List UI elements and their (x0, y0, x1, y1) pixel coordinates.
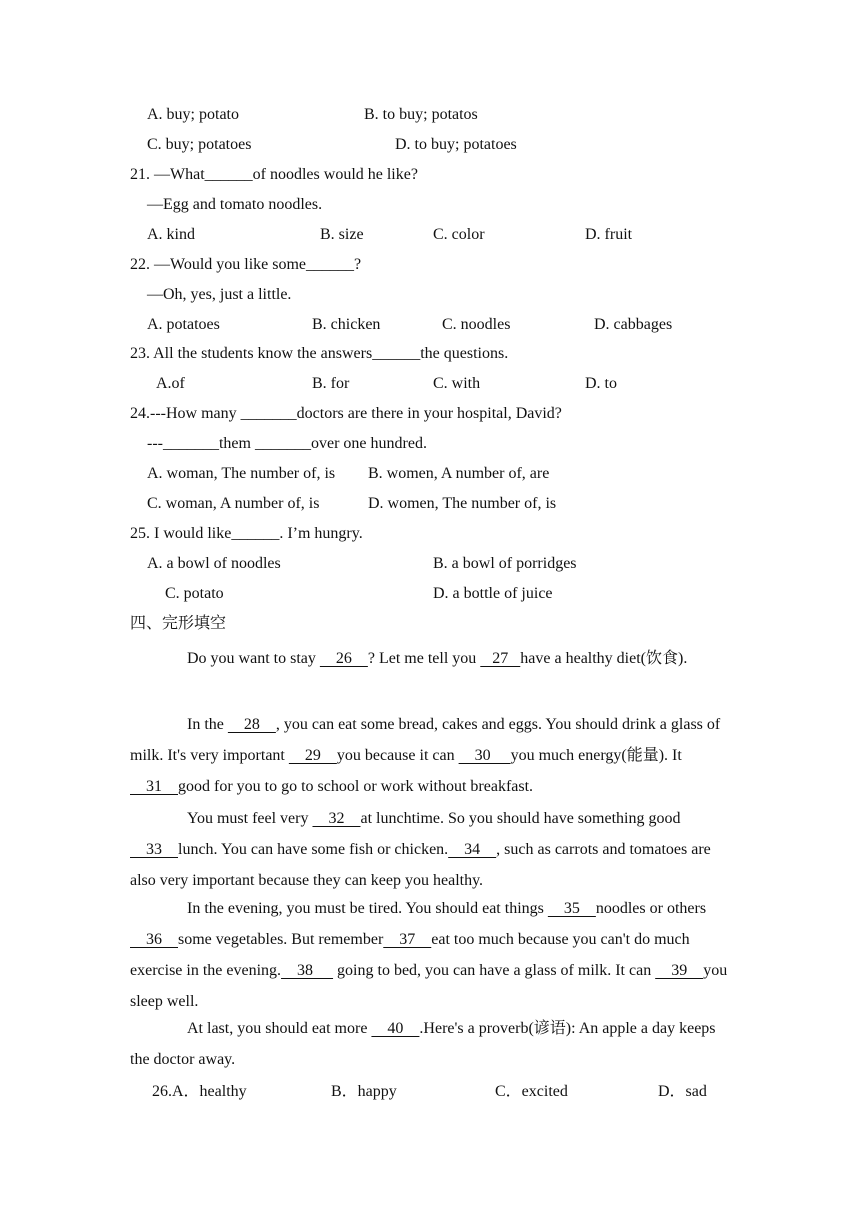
q21-stem (130, 165, 418, 185)
q24-option-a: A. woman, The number of, is (147, 465, 336, 482)
q23-option-b: B. for (312, 375, 350, 392)
q21-stem-pre: 21. —What (130, 166, 205, 183)
passage-paragraph-1 (130, 643, 730, 674)
p4-text-2: noodles or others (595, 900, 707, 917)
p4-text-1: In the evening, you must be tired. You should eat things (187, 900, 548, 917)
p4-text-5: going to bed, you can have a glass of milk. It can (333, 962, 656, 979)
passage-paragraph-5 (130, 1013, 730, 1075)
blank-38: 38 (281, 962, 334, 979)
q23-stem (130, 344, 508, 364)
q23-blank: ______ (372, 345, 421, 362)
q23-option-d: D. to (585, 375, 617, 392)
q24-reply-blank-2: _______ (254, 435, 311, 452)
blank-27: 27 (480, 650, 521, 667)
q21-reply: —Egg and tomato noodles. (147, 196, 323, 213)
q22-option-a: A. potatoes (147, 316, 220, 333)
p4-text-6: you sleep well. (130, 962, 728, 1010)
q25-option-d: D. a bottle of juice (433, 585, 553, 602)
q21-option-d: D. fruit (585, 226, 633, 243)
p2-text-5: good for you to go to school or work without breakfast. (178, 778, 534, 795)
p3-text-3: lunch. You can have some fish or chicken. (178, 841, 449, 858)
q22-reply: —Oh, yes, just a little. (147, 286, 292, 303)
q24-stem-post: doctors are there in your hospital, David? (296, 405, 562, 422)
p2-text-3: you because it can (336, 747, 459, 764)
blank-30: 30 (458, 747, 511, 764)
q25-option-c: C. potato (165, 585, 224, 602)
blank-36: 36 (130, 931, 178, 948)
p3-text-4: , such as carrots and tomatoes are also very important because they can keep you healthy. (130, 841, 711, 889)
q21-option-c: C. color (433, 226, 485, 243)
q26-option-b: B．happy (331, 1083, 397, 1100)
q23-option-a: A.of (156, 375, 185, 392)
q21-option-b: B. size (320, 226, 364, 243)
q22-option-d: D. cabbages (594, 316, 673, 333)
q22-stem (130, 255, 361, 275)
p2-text-2: , you can eat some bread, cakes and eggs. You should drink a glass of milk. It's very important (130, 716, 721, 764)
q23-option-c: C. with (433, 375, 481, 392)
blank-29: 29 (288, 747, 337, 764)
q21-blank: ______ (204, 166, 253, 183)
q22-option-b: B. chicken (312, 316, 381, 333)
q22-stem-pre: 22. —Would you like some (130, 256, 307, 273)
q24-reply (147, 434, 427, 454)
q24-option-b: B. women, A number of, are (368, 465, 550, 482)
p5-text-2: .Here's a proverb(谚语): An apple a day keeps the doctor away. (130, 1020, 716, 1068)
p5-text-1: At last, you should eat more (187, 1020, 372, 1037)
blank-37: 37 (383, 931, 432, 948)
q24-reply-pre: --- (147, 435, 163, 452)
p4-text-3: some vegetables. But remember (178, 931, 384, 948)
q22-stem-post: ? (354, 256, 362, 273)
p1-text-2: ? Let me tell you (367, 650, 481, 667)
q26-option-a: 26.A．healthy (152, 1083, 247, 1100)
blank-40: 40 (371, 1020, 420, 1037)
q21-option-a: A. kind (147, 226, 195, 243)
blank-32: 32 (312, 810, 361, 827)
blank-35: 35 (547, 900, 596, 917)
q23-stem-post: the questions. (420, 345, 509, 362)
blank-26: 26 (319, 650, 368, 667)
passage-paragraph-4 (130, 893, 730, 1017)
p2-text-1: In the (187, 716, 228, 733)
blank-31: 31 (130, 778, 178, 795)
q24-blank: _______ (240, 405, 297, 422)
q26-option-c: C．excited (495, 1083, 568, 1100)
p1-text-1: Do you want to stay (187, 650, 320, 667)
passage-paragraph-3 (130, 803, 730, 896)
q25-stem (130, 524, 363, 544)
q26-option-d: D．sad (658, 1083, 707, 1100)
p1-text-3: have a healthy diet(饮食). (520, 650, 688, 667)
blank-28: 28 (227, 716, 276, 733)
q24-stem-pre: 24.---How many (130, 405, 241, 422)
q24-option-d: D. women, The number of, is (368, 495, 557, 512)
p3-text-1: You must feel very (187, 810, 313, 827)
q25-stem-pre: 25. I would like (130, 525, 232, 542)
q25-option-b: B. a bowl of porridges (433, 555, 577, 572)
passage-paragraph-2 (130, 709, 730, 802)
q23-stem-pre: 23. All the students know the answers (130, 345, 373, 362)
q24-option-c: C. woman, A number of, is (147, 495, 320, 512)
q20-option-d: D. to buy; potatoes (395, 136, 517, 153)
blank-39: 39 (655, 962, 704, 979)
q22-option-c: C. noodles (442, 316, 511, 333)
q20-option-a: A. buy; potato (147, 106, 239, 123)
q24-reply-post: over one hundred. (310, 435, 427, 452)
q20-option-b: B. to buy; potatos (364, 106, 478, 123)
blank-34: 34 (448, 841, 497, 858)
blank-33: 33 (130, 841, 178, 858)
q22-blank: ______ (306, 256, 355, 273)
q20-option-c: C. buy; potatoes (147, 136, 252, 153)
q21-stem-post: of noodles would he like? (252, 166, 418, 183)
q25-option-a: A. a bowl of noodles (147, 555, 281, 572)
q25-blank: ______ (231, 525, 280, 542)
q24-reply-mid: them (218, 435, 255, 452)
q24-stem (130, 404, 562, 424)
q25-stem-post: . I’m hungry. (279, 525, 363, 542)
q24-reply-blank-1: _______ (162, 435, 219, 452)
p3-text-2: at lunchtime. So you should have something good (360, 810, 681, 827)
p4-text-4: eat too much because you can't do much exercise in the evening. (130, 931, 690, 979)
p2-text-4: you much energy(能量). It (510, 747, 682, 764)
section-heading: 四、完形填空 (130, 615, 227, 632)
